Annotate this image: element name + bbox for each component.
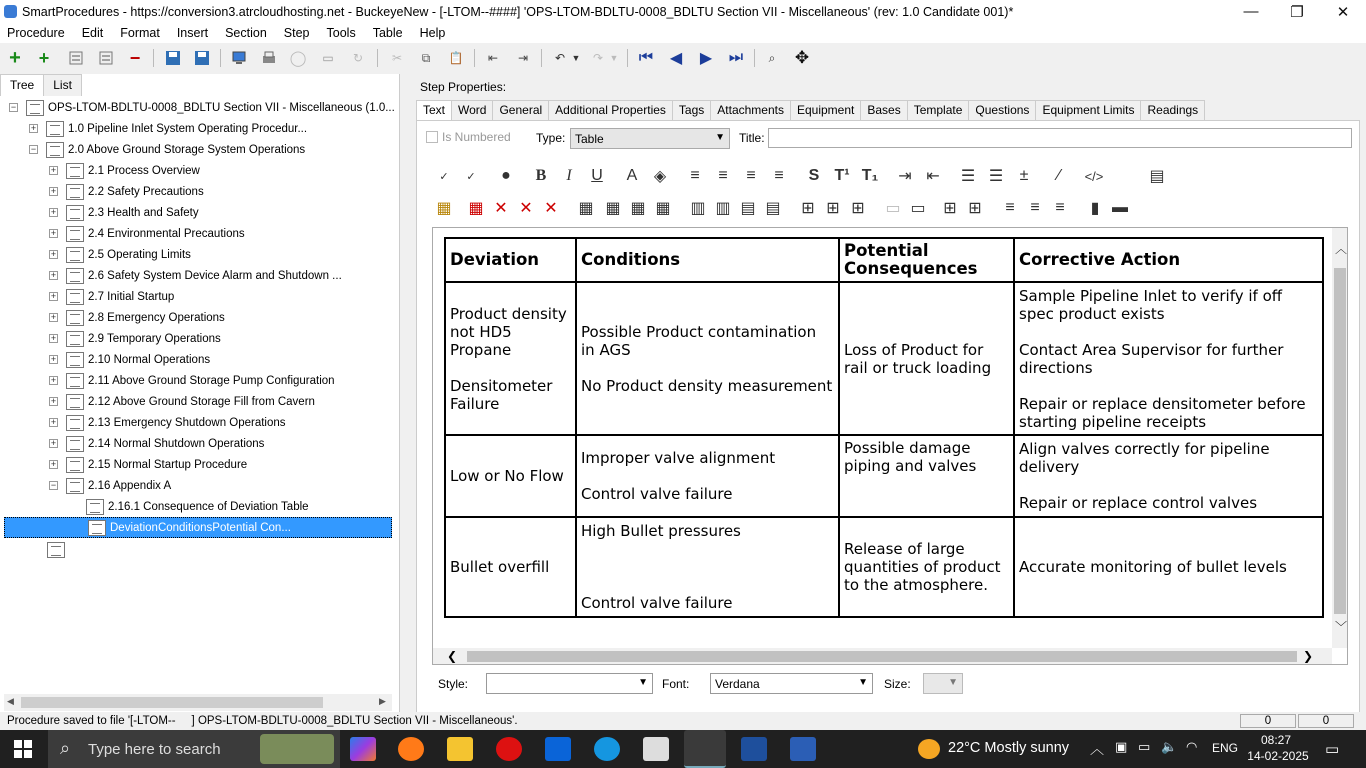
insert-column-left-icon[interactable]: ▥ [690, 200, 706, 217]
tree-node-2-2[interactable]: + 2.2 Safety Precautions [50, 185, 204, 198]
status-bar [0, 712, 1366, 730]
section-icon [46, 121, 64, 137]
tree-node-selected-table[interactable]: DeviationConditionsPotential Con... [4, 517, 392, 538]
copy-icon[interactable]: ⧉ [421, 50, 431, 65]
section-icon [66, 163, 84, 179]
scroll-right-icon[interactable]: ❯ [1303, 649, 1314, 663]
align-right-icon[interactable]: ≡ [746, 167, 756, 184]
add-icon[interactable]: + [9, 46, 21, 69]
table-icon [88, 520, 106, 536]
section-icon [66, 331, 84, 347]
spellcheck-icon[interactable]: ✓ [439, 170, 449, 183]
scroll-thumb[interactable] [1334, 268, 1346, 614]
weather-text[interactable]: 22°C Mostly sunny [948, 740, 1070, 756]
style-select[interactable] [486, 673, 653, 694]
section-icon [66, 247, 84, 263]
editor-vertical-scrollbar[interactable] [1332, 228, 1348, 648]
step-properties-label: Step Properties: [420, 80, 507, 94]
split-cells-icon[interactable]: ⊞ [826, 200, 840, 217]
table-header-row [445, 238, 1323, 282]
horizontal-rule-icon[interactable]: ± [1019, 167, 1029, 184]
procedure-tree [0, 96, 400, 696]
tree-node-2-16[interactable]: − 2.16 Appendix A [50, 479, 172, 492]
undo-icon[interactable]: ↶ [554, 51, 566, 65]
menu-table[interactable]: Table [372, 26, 403, 40]
status-counter-1: 0 [1240, 714, 1296, 728]
is-numbered-checkbox[interactable] [426, 131, 438, 143]
smartprocedures-taskbar-icon[interactable] [684, 730, 726, 768]
tree-node-2-4[interactable]: + 2.4 Environmental Precautions [50, 227, 245, 240]
chevron-down-icon: ▼ [715, 132, 725, 143]
table-cell[interactable]: Possible damage piping and valves [839, 435, 1014, 517]
record-icon[interactable]: ● [501, 167, 511, 184]
split-row-icon[interactable]: ⊞ [851, 200, 865, 217]
section-icon [66, 268, 84, 284]
style-label: Style: [438, 677, 469, 691]
procedure-icon [26, 100, 44, 116]
header-deviation: Deviation [445, 238, 576, 282]
table-cell[interactable]: Possible Product contamination in AGS No Product density measurement [576, 282, 839, 435]
file-explorer-icon[interactable] [447, 737, 473, 761]
header-corrective-action: Corrective Action [1014, 238, 1323, 282]
taskbar-search[interactable]: ⌕ Type here to search [48, 730, 340, 768]
menu-tools[interactable]: Tools [326, 26, 356, 40]
table-row [445, 517, 1323, 617]
font-select[interactable]: Verdana ▼ [710, 673, 873, 694]
collapse-icon[interactable]: − [50, 480, 57, 490]
tree-node-2-10[interactable]: + 2.10 Normal Operations [50, 353, 211, 366]
expand-icon[interactable]: + [30, 123, 37, 133]
tree-node-root[interactable]: − OPS-LTOM-BDLTU-0008_BDLTU Section VII - Miscellaneous (1.0... [10, 101, 395, 114]
volume-icon[interactable]: 🔈 [1161, 739, 1178, 754]
tree-node-2-3[interactable]: + 2.3 Health and Safety [50, 206, 199, 219]
tree-node-2-1[interactable]: + 2.1 Process Overview [50, 164, 200, 177]
app-icon [4, 5, 17, 18]
delete-row-icon[interactable]: ✕ [494, 200, 508, 217]
redo-icon[interactable]: ↻ [352, 51, 364, 65]
chevron-up-icon[interactable]: ︿ [1090, 741, 1104, 757]
table-row [445, 282, 1323, 435]
maximize-button[interactable]: ❐ [1290, 3, 1304, 21]
redo-disabled-icon[interactable]: ↷ [592, 51, 604, 65]
tab-equipment[interactable]: Equipment [790, 100, 861, 120]
tree-node-2-12[interactable]: + 2.12 Above Ground Storage Fill from Cavern [50, 395, 315, 408]
clock-time[interactable]: 08:27 [1260, 733, 1292, 747]
menu-edit[interactable]: Edit [81, 26, 104, 40]
section-icon [46, 142, 64, 158]
tree-node-2-13[interactable]: + 2.13 Emergency Shutdown Operations [50, 416, 286, 429]
row-height-icon[interactable]: ▬ [1112, 199, 1128, 216]
previous-icon[interactable]: ◀ [669, 50, 683, 67]
next-icon[interactable]: ▶ [699, 50, 713, 67]
language-indicator[interactable]: ENG [1212, 741, 1239, 755]
clock-date[interactable]: 14-02-2025 [1247, 749, 1309, 763]
menu-help[interactable]: Help [419, 26, 446, 40]
align-top-icon[interactable]: ≡ [1005, 199, 1015, 216]
edit-cell-icon[interactable]: ▦ [655, 200, 671, 217]
opera-icon[interactable] [496, 737, 522, 761]
italic-icon[interactable]: I [566, 167, 572, 184]
section-icon [66, 184, 84, 200]
expand-icon[interactable]: + [50, 312, 57, 322]
decrease-indent-icon[interactable]: ⇤ [926, 168, 940, 185]
size-select[interactable] [923, 673, 963, 694]
title-input[interactable] [768, 128, 1352, 148]
increase-indent-icon[interactable]: ⇥ [898, 168, 912, 185]
table-properties-icon[interactable]: ▦ [605, 200, 621, 217]
first-icon[interactable]: ⏮ [638, 49, 654, 66]
menu-step[interactable]: Step [283, 26, 310, 40]
insert-column-icon[interactable]: ⊞ [943, 200, 957, 217]
section-icon [66, 478, 84, 494]
superscript-icon[interactable]: T¹ [834, 167, 850, 184]
refresh-icon[interactable]: ◯ [289, 50, 307, 67]
chevron-down-icon: ▼ [858, 677, 868, 688]
print-icon[interactable] [259, 48, 279, 68]
section-icon [66, 373, 84, 389]
table-cell[interactable]: High Bullet pressures Control valve failure [576, 517, 839, 617]
status-counter-2: 0 [1298, 714, 1354, 728]
type-select[interactable]: Table ▼ [570, 128, 730, 149]
scroll-down-icon[interactable]: ﹀ [1335, 620, 1348, 634]
subscript-icon[interactable]: T₁ [861, 167, 879, 184]
align-left-icon[interactable]: ≡ [690, 167, 700, 184]
mail-icon[interactable] [545, 737, 571, 761]
expand-icon[interactable]: + [50, 354, 57, 364]
table-cell[interactable]: Release of large quantities of product to the atmosphere. [839, 517, 1014, 617]
add-child-icon[interactable]: + [38, 47, 50, 68]
tree-node-2-16-1[interactable]: 2.16.1 Consequence of Deviation Table [86, 496, 309, 517]
bold-icon[interactable]: B [535, 167, 547, 184]
align-bottom-icon[interactable]: ≡ [1055, 199, 1065, 216]
section-icon [66, 205, 84, 221]
tree-node-2-9[interactable]: + 2.9 Temporary Operations [50, 332, 221, 345]
section-icon [66, 436, 84, 452]
section-icon [66, 415, 84, 431]
tree-node-2-7[interactable]: + 2.7 Initial Startup [50, 290, 175, 303]
section-icon [66, 226, 84, 242]
tree-node-2-8[interactable]: + 2.8 Emergency Operations [50, 311, 225, 324]
expand-icon[interactable]: + [50, 333, 57, 343]
scroll-thumb[interactable] [467, 651, 1297, 662]
print-preview-icon[interactable]: ▤ [1149, 168, 1165, 185]
outdent-icon[interactable]: ⇤ [487, 51, 499, 65]
chevron-down-icon: ▼ [948, 677, 958, 688]
highlight-icon[interactable]: ◈ [653, 168, 667, 185]
expand-icon[interactable]: + [50, 375, 57, 385]
menu-bar [0, 23, 1366, 43]
expand-icon[interactable]: + [50, 249, 57, 259]
format-toolbar [430, 165, 1350, 195]
tree-node-2-14[interactable]: + 2.14 Normal Shutdown Operations [50, 437, 265, 450]
main-toolbar [0, 43, 1366, 73]
column-width-icon[interactable]: ▮ [1090, 200, 1100, 217]
cell-properties-icon[interactable]: ▦ [630, 200, 646, 217]
status-text: Procedure saved to file '[-LTOM-- ] OPS-LTOM-BDLTU-0008_BDLTU Section VII - Miscellaneous'. [7, 715, 518, 727]
tab-list[interactable]: List [43, 74, 82, 96]
tab-tags[interactable]: Tags [672, 100, 711, 120]
tab-attachments[interactable]: Attachments [710, 100, 791, 120]
menu-format[interactable]: Format [120, 26, 160, 40]
window-title: SmartProcedures - https://conversion3.atrcloudhosting.net - BuckeyeNew - [-LTOM--####] 'OPS-LTOM-BDLTU-0008_BDLTU Section VII - Miscellaneous' (rev: 1.0 Candidate 001)* [22, 4, 1014, 19]
tab-general[interactable]: General [492, 100, 549, 120]
expand-icon[interactable]: + [50, 291, 57, 301]
redo-dropdown-icon[interactable]: ▼ [609, 53, 619, 63]
save-icon[interactable] [192, 48, 212, 68]
tree-node-2-5[interactable]: + 2.5 Operating Limits [50, 248, 191, 261]
table-cell[interactable]: Loss of Product for rail or truck loading [839, 282, 1014, 435]
strikethrough-icon[interactable]: S [808, 167, 820, 184]
magic-wand-icon[interactable]: ⁄ [1057, 167, 1061, 184]
remove-icon[interactable]: − [129, 47, 141, 68]
tab-text[interactable]: Text [416, 100, 452, 120]
header-potential-consequences: Potential Consequences [839, 238, 1014, 282]
expand-icon[interactable]: + [50, 438, 57, 448]
notification-icon[interactable]: ▭ [1325, 741, 1340, 758]
tree-node-empty-table[interactable] [47, 539, 69, 560]
left-tabs [0, 74, 81, 96]
section-icon [66, 394, 84, 410]
section-icon [66, 310, 84, 326]
step-tabs [416, 100, 1204, 120]
table-cell[interactable]: Low or No Flow [445, 435, 576, 517]
edge-icon[interactable] [594, 737, 620, 761]
scroll-left-icon[interactable]: ❮ [447, 649, 458, 663]
scroll-left-icon[interactable]: ◀ [7, 696, 14, 706]
table-cell[interactable]: Bullet overfill [445, 517, 576, 617]
word-icon[interactable] [790, 737, 816, 761]
section-icon [66, 457, 84, 473]
find-icon[interactable]: ⌕ [768, 50, 776, 65]
scroll-up-icon[interactable]: ︿ [1335, 242, 1348, 256]
weather-icon[interactable] [918, 739, 940, 759]
numbered-list-icon[interactable]: ☰ [988, 168, 1004, 185]
align-center-icon[interactable]: ≡ [718, 167, 728, 184]
window-icon[interactable]: ▭ [322, 51, 334, 65]
header-conditions: Conditions [576, 238, 839, 282]
expand-icon[interactable]: + [50, 165, 57, 175]
deviation-table [444, 237, 1324, 618]
expand-icon[interactable]: + [50, 417, 57, 427]
minimize-button[interactable]: — [1243, 3, 1259, 20]
step-icon [86, 499, 104, 515]
chevron-down-icon: ▼ [638, 677, 648, 688]
tab-questions[interactable]: Questions [968, 100, 1036, 120]
network-icon[interactable]: ▣ [1115, 739, 1128, 754]
last-icon[interactable]: ⏭ [728, 49, 744, 66]
bullet-list-icon[interactable]: ☰ [960, 168, 976, 185]
scroll-right-icon[interactable]: ▶ [379, 696, 386, 706]
copilot-icon[interactable] [350, 737, 376, 761]
delete-column-icon[interactable]: ✕ [519, 200, 533, 217]
insert-row-below-icon[interactable]: ▤ [765, 200, 781, 217]
indent-icon[interactable]: ⇥ [517, 51, 529, 65]
cell-caption-icon[interactable]: ▭ [910, 200, 926, 217]
section-icon [66, 289, 84, 305]
tree-horizontal-scrollbar[interactable] [4, 694, 392, 711]
tree-node-1-0[interactable]: + 1.0 Pipeline Inlet System Operating Procedur... [30, 122, 308, 135]
expand-icon[interactable]: + [50, 207, 57, 217]
undo-dropdown-icon[interactable]: ▼ [571, 53, 581, 63]
expand-icon[interactable]: + [50, 186, 57, 196]
firefox-icon[interactable] [398, 737, 424, 761]
collapse-icon[interactable]: − [10, 102, 17, 112]
underline-icon[interactable]: U [591, 167, 603, 184]
table-cell[interactable]: Sample Pipeline Inlet to verify if off spec product exists Contact Area Supervisor for further directions Repair or replace densitometer before starting pipeline receipts [1014, 282, 1323, 435]
wifi-icon[interactable]: ◠ [1186, 739, 1198, 754]
tab-template[interactable]: Template [907, 100, 970, 120]
app-icon[interactable] [643, 737, 669, 761]
cut-icon[interactable]: ✂ [391, 51, 403, 65]
remote-desktop-icon[interactable] [741, 737, 767, 761]
table-cell[interactable]: Align valves correctly for pipeline delivery Repair or replace control valves [1014, 435, 1323, 517]
justify-icon[interactable]: ≡ [774, 167, 784, 184]
taskbar [0, 730, 1366, 768]
search-highlight-image [260, 734, 334, 764]
table-cell[interactable]: Product density not HD5 Propane Densitometer Failure [445, 282, 576, 435]
table-toolbar [430, 197, 1350, 227]
font-color-icon[interactable]: A [626, 167, 638, 184]
insert-row-icon[interactable]: ⊞ [968, 200, 982, 217]
list-icon[interactable] [66, 48, 86, 68]
table-cell[interactable]: Accurate monitoring of bullet levels [1014, 517, 1323, 617]
tree-pane [0, 74, 400, 714]
title-label: Title: [739, 131, 765, 145]
computer-icon[interactable] [229, 48, 249, 68]
table-cell[interactable]: Improper valve alignment Control valve failure [576, 435, 839, 517]
cell-disabled-icon[interactable]: ▭ [885, 200, 901, 217]
menu-insert[interactable]: Insert [176, 26, 209, 40]
delete-cell-icon[interactable]: ✕ [544, 200, 558, 217]
tree-node-2-11[interactable]: + 2.11 Above Ground Storage Pump Configuration [50, 374, 335, 387]
title-bar [0, 0, 1366, 23]
move-icon[interactable]: ✥ [794, 48, 810, 67]
table-icon[interactable]: ▦ [578, 200, 594, 217]
tab-word[interactable]: Word [451, 100, 493, 120]
search-icon: ⌕ [60, 738, 71, 758]
scroll-thumb[interactable] [21, 697, 323, 708]
battery-icon[interactable]: ▭ [1138, 739, 1151, 754]
tab-readings[interactable]: Readings [1140, 100, 1205, 120]
paste-icon[interactable]: 📋 [448, 51, 464, 65]
menu-section[interactable]: Section [225, 26, 267, 40]
expand-icon[interactable]: + [50, 396, 57, 406]
expand-icon[interactable]: + [50, 270, 57, 280]
merge-cells-icon[interactable]: ⊞ [801, 200, 815, 217]
tab-additional-properties[interactable]: Additional Properties [548, 100, 673, 120]
size-label: Size: [884, 677, 911, 691]
tree-node-2-0[interactable]: − 2.0 Above Ground Storage System Operations [30, 143, 306, 156]
expand-icon[interactable]: + [50, 228, 57, 238]
font-label: Font: [662, 677, 690, 691]
properties-icon[interactable] [96, 48, 116, 68]
delete-table-icon[interactable]: ▦ [468, 200, 484, 217]
is-numbered-label: Is Numbered [442, 130, 511, 144]
save-all-icon[interactable] [163, 48, 183, 68]
collapse-icon[interactable]: − [30, 144, 37, 154]
windows-start-icon[interactable] [14, 740, 32, 761]
insert-column-right-icon[interactable]: ▥ [715, 200, 731, 217]
document-editor[interactable] [432, 227, 1348, 665]
insert-table-icon[interactable]: ▦ [436, 200, 452, 217]
close-button[interactable]: ✕ [1336, 3, 1350, 21]
type-label: Type: [536, 131, 566, 145]
editor-horizontal-scrollbar[interactable] [433, 648, 1332, 665]
tab-equipment-limits[interactable]: Equipment Limits [1035, 100, 1141, 120]
table-row [445, 435, 1323, 517]
tree-node-2-15[interactable]: + 2.15 Normal Startup Procedure [50, 458, 248, 471]
tree-node-2-6[interactable]: + 2.6 Safety System Device Alarm and Shutdown ... [50, 269, 342, 282]
section-icon [66, 352, 84, 368]
tab-tree[interactable]: Tree [0, 74, 44, 96]
table-icon [47, 542, 65, 558]
align-middle-icon[interactable]: ≡ [1030, 199, 1040, 216]
tab-bases[interactable]: Bases [860, 100, 907, 120]
menu-procedure[interactable]: Procedure [7, 26, 65, 40]
expand-icon[interactable]: + [50, 459, 57, 469]
insert-row-above-icon[interactable]: ▤ [740, 200, 756, 217]
spellcheck-all-icon[interactable]: ✓ [466, 170, 476, 183]
html-code-icon[interactable]: </> [1084, 168, 1104, 184]
